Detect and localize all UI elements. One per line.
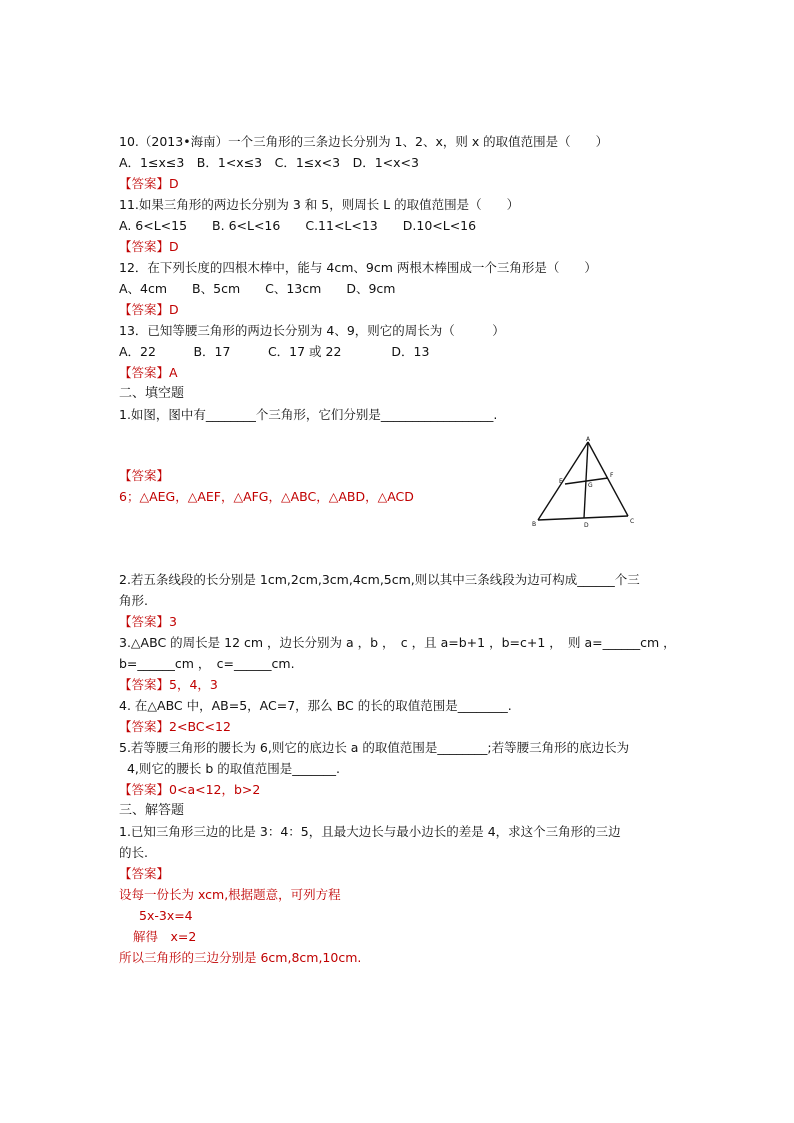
f2-stem-line1: 2.若五条线段的长分别是 1cm,2cm,3cm,4cm,5cm,则以其中三条线段为边可构成______个三: [119, 572, 640, 587]
q11-answer: [119, 238, 179, 256]
answer-value: 3: [169, 614, 177, 629]
q10-answer: [119, 175, 179, 193]
label-f: F: [610, 472, 614, 479]
q13-options: A．22 B．17 C．17 或 22 D．13: [119, 344, 430, 359]
f4-stem: 4. 在△ABC 中，AB=5，AC=7，那么 BC 的长的取值范围是________.: [119, 698, 512, 713]
segment-ad: [584, 442, 588, 518]
f2-answer: [119, 613, 177, 631]
q11-stem: 11.如果三角形的两边长分别为 3 和 5，则周长 L 的取值范围是（ ）: [119, 197, 520, 212]
answer-tag: 【答案】: [119, 176, 170, 191]
label-b: B: [532, 521, 537, 528]
answer-tag: 【答案】: [119, 677, 170, 692]
f5-answer: [119, 781, 260, 799]
label-g: G: [588, 482, 593, 489]
label-d: D: [584, 522, 589, 529]
f3-stem-line1: 3.△ABC 的周长是 12 cm ，边长分别为 a ，b ， c ，且 a=b+1 ，b=c+1 ， 则 a=______cm ，: [119, 635, 676, 650]
label-c: C: [630, 518, 635, 525]
q10-stem: 10.（2013•海南）一个三角形的三条边长分别为 1、2、x，则 x 的取值范围是（ ）: [119, 134, 609, 149]
s1-solution-line2: 5x-3x=4: [139, 908, 193, 923]
q12-options: A、4cm B、5cm C、13cm D、9cm: [119, 281, 396, 296]
answer-tag: 【答案】: [119, 365, 170, 380]
label-a: A: [586, 436, 591, 443]
edge-ac: [588, 442, 628, 516]
f3-stem-line2: b=______cm ， c=______cm.: [119, 656, 295, 671]
answer-tag: 【答案】: [119, 614, 170, 629]
s1-answer-tag: 【答案】: [119, 866, 170, 881]
s1-solution-line4: 所以三角形的三边分别是 6cm,8cm,10cm.: [119, 950, 362, 965]
answer-value: D: [169, 302, 179, 317]
s1-stem-line2: 的长.: [119, 845, 148, 860]
f3-answer: [119, 676, 218, 694]
answer-tag: 【答案】: [119, 782, 170, 797]
f5-stem-line1: 5.若等腰三角形的腰长为 6,则它的底边长 a 的取值范围是________;若等腰三角形的底边长为: [119, 740, 630, 755]
answer-tag: 【答案】: [119, 719, 170, 734]
q10-options: A．1≤x≤3 B．1<x≤3 C．1≤x<3 D．1<x<3: [119, 155, 419, 170]
answer-tag: 【答案】: [119, 239, 170, 254]
f1-stem: 1.如图，图中有________个三角形，它们分别是__________________.: [119, 407, 498, 422]
answer-value: D: [169, 176, 179, 191]
q12-stem: 12．在下列长度的四根木棒中，能与 4cm、9cm 两根木棒围成一个三角形是（ ）: [119, 260, 597, 275]
section-title-solve: 三、解答题: [119, 803, 185, 818]
q13-stem: 13．已知等腰三角形的两边长分别为 4、9，则它的周长为（ ）: [119, 323, 505, 338]
edge-ab: [538, 442, 588, 520]
label-e: E: [559, 478, 563, 485]
edge-bc: [538, 516, 628, 520]
s1-stem-line1: 1.已知三角形三边的比是 3：4：5，且最大边长与最小边长的差是 4，求这个三角形的三边: [119, 824, 621, 839]
f5-stem-line2: 4,则它的腰长 b 的取值范围是_______.: [119, 761, 340, 776]
answer-value: 2<BC<12: [169, 719, 231, 734]
q12-answer: [119, 301, 179, 319]
s1-solution-line1: 设每一份长为 xcm,根据题意，可列方程: [119, 887, 341, 902]
answer-value: D: [169, 239, 179, 254]
answer-tag: 【答案】: [119, 302, 170, 317]
f1-answer: 6；△AEG，△AEF，△AFG，△ABC，△ABD，△ACD: [119, 489, 414, 504]
answer-value: A: [169, 365, 178, 380]
triangle-figure: [528, 436, 648, 530]
q13-answer: [119, 364, 178, 382]
section-title-fill-in: 二、填空题: [119, 386, 185, 401]
q11-options: A. 6<L<15 B. 6<L<16 C.11<L<13 D.10<L<16: [119, 218, 477, 233]
f2-stem-line2: 角形.: [119, 593, 148, 608]
f4-answer: [119, 718, 231, 736]
f1-answer-tag: 【答案】: [119, 468, 170, 483]
answer-value: 5，4，3: [169, 677, 218, 692]
s1-solution-line3: 解得 x=2: [133, 929, 197, 944]
answer-value: 0<a<12，b>2: [169, 782, 261, 797]
